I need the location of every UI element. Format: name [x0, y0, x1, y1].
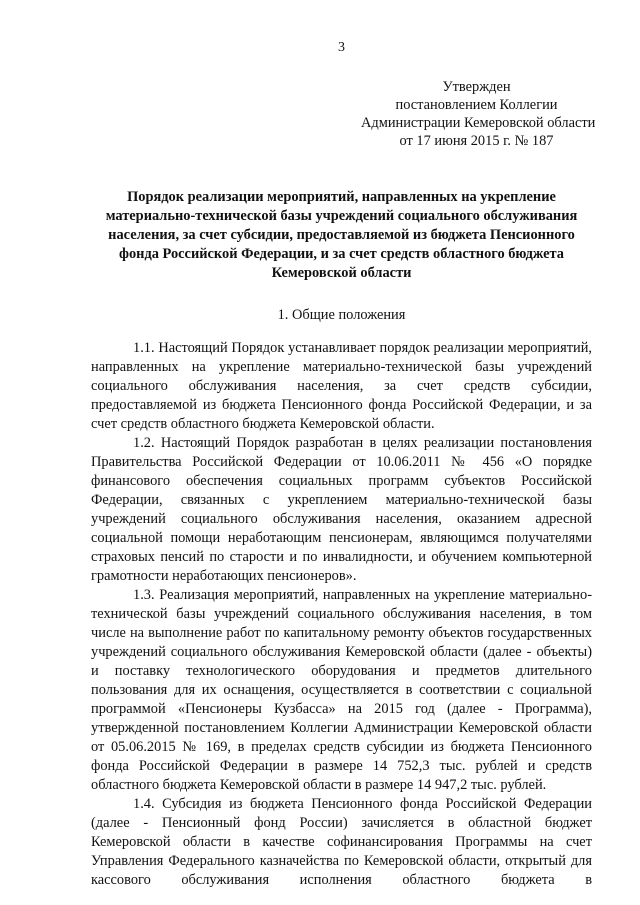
document-body	[91, 339, 592, 890]
section-heading: 1. Общие положения	[277, 307, 406, 323]
page-number: 3	[338, 40, 345, 55]
paragraph-1-1: 1.1. Настоящий Порядок устанавливает порядок реализации мероприятий, направленных на укрепление материально-технической базы учреждений социального обслуживания населения, за счет средств субсидии, предоставляемой из бюджета Пенсионного фонда Российской Федерации, и за счет средств областного бюджета Кемеровской области.	[91, 340, 592, 432]
approval-block	[361, 78, 596, 150]
document-title: Порядок реализации мероприятий, направленных на укрепление материально-технической базы учреждений социального обслуживания населения, за счет субсидии, предоставляемой из бюджета Пенсионного фонда Российской Федерации, и за счет средств областного бюджета Кемеровской области	[105, 189, 578, 281]
approval-line-administration: Администрации Кемеровской области	[361, 115, 596, 131]
approval-line-resolution: постановлением Коллегии	[395, 97, 558, 113]
paragraph-1-4: 1.4. Субсидия из бюджета Пенсионного фонда Российской Федерации (далее - Пенсионный фонд России) зачисляется в областной бюджет Кемеровской области в качестве софинансирования Программы на счет Управления Федерального казначейства по Кемеровской области, открытый для кассового обслуживания исполнения областного бюджета в	[91, 796, 592, 888]
paragraph-1-3: 1.3. Реализация мероприятий, направленных на укрепление материально-технической базы учреждений социального обслуживания населения, в том числе на выполнение работ по капитальному ремонту объектов государственных учреждений социального обслуживания Кемеровской области (далее - объекты) и поставку технологического оборудования и предметов длительного пользования для их оснащения, осуществляется в соответствии с социальной программой «Пенсионеры Кузбасса» на 2015 год (далее - Программа), утвержденной постановлением Коллегии Администрации Кемеровской области от 05.06.2015 № 169, в пределах средств субсидии из бюджета Пенсионного фонда Российской Федерации в размере 14 752,3 тыс. рублей и средств областного бюджета Кемеровской области в размере 14 947,2 тыс. рублей.	[91, 587, 592, 793]
paragraph-1-2: 1.2. Настоящий Порядок разработан в целях реализации постановления Правительства Российской Федерации от 10.06.2011 № 456 «О порядке финансового обеспечения социальных программ субъектов Российской Федерации, связанных с укреплением материально-технической базы учреждений социального обслуживания населения, оказанием адресной социальной помощи неработающим пенсионерам, являющимся получателями страховых пенсий по старости и по инвалидности, и обучением компьютерной грамотности неработающих пенсионеров».	[91, 435, 592, 584]
approval-line-approved: Утвержден	[442, 79, 511, 95]
approval-line-date: от 17 июня 2015 г. № 187	[399, 133, 554, 149]
